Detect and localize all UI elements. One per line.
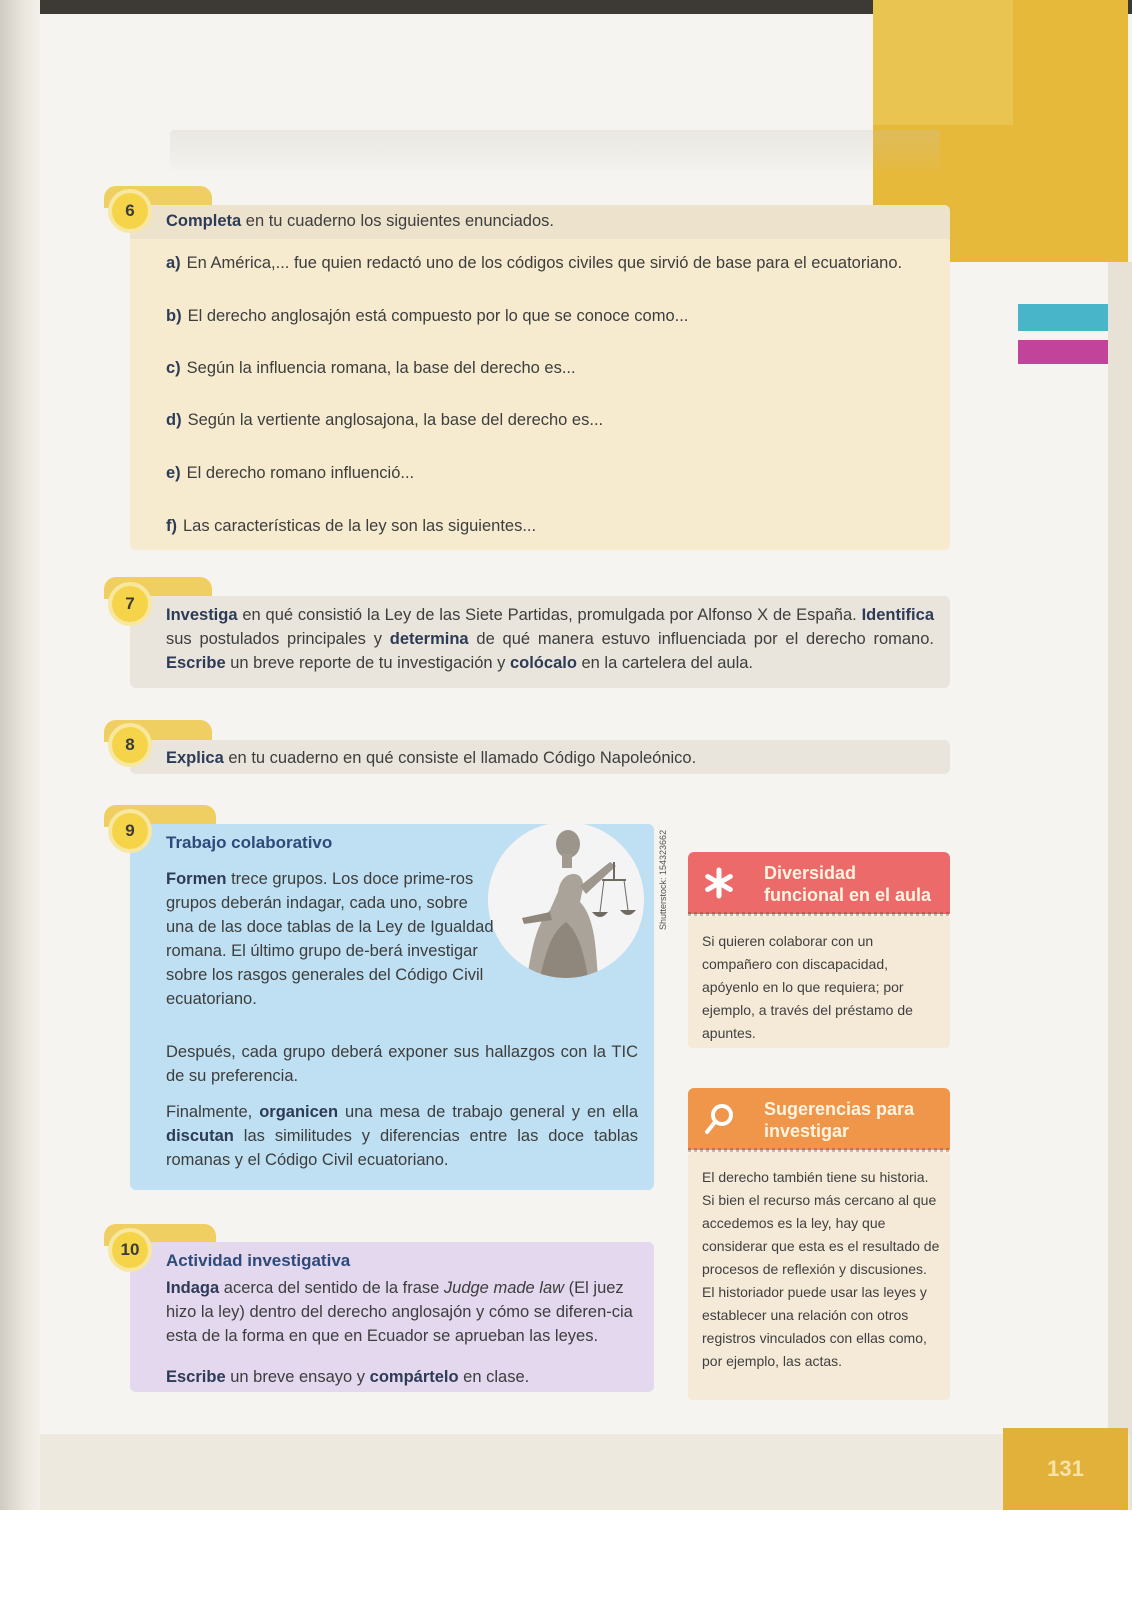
activity-9-number-badge: 9 [112,813,148,849]
activity-6-item-c: c) Según la influencia romana, la base del derecho es... [166,359,576,377]
activity-6-item-d: d) Según la vertiente anglosajona, la base del derecho es... [166,411,604,429]
page-right-edge [1108,262,1132,1510]
diversidad-title-line-2: funcional en el aula [764,885,932,905]
diversidad-header [688,852,950,914]
sugerencias-header [688,1088,950,1150]
diversidad-title-line-1: Diversidad [764,863,857,883]
activity-10-number-badge: 10 [112,1232,148,1268]
activity-10-paragraph-2: Escribe un breve ensayo y compártelo en clase. [166,1368,530,1386]
photo-credit: Shutterstock: 154323662 [658,829,668,930]
activity-9-paragraph-2: Después, cada grupo deberá exponer sus hallazgos con la TIC de su preferencia. [166,1043,638,1085]
page-number: 131 [1003,1428,1128,1510]
sugerencias-title-line-1: Sugerencias para [764,1099,915,1119]
activity-6-item-f: f) Las características de la ley son las siguientes... [166,517,537,535]
justice-statue-image [488,822,644,978]
diversidad-text: Si quieren colaborar con un compañero con discapacidad, apóyenlo en lo que requiera; por ejemplo, a través del préstamo de apuntes. [702,933,913,1041]
activity-6-instruction: Completa en tu cuaderno los siguientes enunciados. [166,212,554,230]
activity-7-text: Investiga en qué consistió la Ley de las Siete Partidas, promulgada por Alfonso X de España. Identifica sus postulados principales y determina de qué manera estuvo influenciada por el derecho romano. Escribe un breve reporte de tu investigación y colócalo en la cartelera del aula. [166,606,934,672]
activity-6-number-badge: 6 [112,193,148,229]
sugerencias-text: El derecho también tiene su historia. Si bien el recurso más cercano al que accedemos es la ley, hay que considerar que esta es el resultado de procesos de reflexión y discusiones. El historiador puede usar las leyes y establecer una relación con otros registros vinculados con ellas como, por ejemplo, las actas. [702,1169,940,1369]
faded-show-through-heading [170,130,940,170]
book-spine-shadow [0,0,40,1510]
activity-6-item-a: a) En América,... fue quien redactó uno de los códigos civiles que sirvió de base para el ecuatoriano. [166,254,903,272]
activity-9-paragraph-3: Finalmente, organicen una mesa de trabajo general y en ella discutan las similitudes y diferencias entre las doce tablas romanas y el Código Civil ecuatoriano. [166,1103,638,1169]
asterisk-icon [700,864,738,902]
activity-6-item-e: e) El derecho romano influenció... [166,464,415,482]
activity-9-title: Trabajo colaborativo [166,833,333,852]
activity-8-number-badge: 8 [112,727,148,763]
activity-6-item-b: b) El derecho anglosajón está compuesto por lo que se conoce como... [166,307,689,325]
activity-9-paragraph-1: Formen trece grupos. Los doce prime-ros grupos deberán indagar, cada uno, sobre una de las doce tablas de la Ley de Igualdad romana. El último grupo de-berá investigar sobre los rasgos generales del Código Civil ecuatoriano. [166,870,494,1008]
activity-7-number-badge: 7 [112,586,148,622]
sugerencias-title-line-2: investigar [764,1121,850,1141]
activity-10-paragraph-1: Indaga acerca del sentido de la frase Judge made law (El juez hizo la ley) dentro del derecho anglosajón y cómo se diferen-cia esta de la forma en que en Ecuador se aprueban las leyes. [166,1279,633,1345]
page-footer-band [40,1434,1130,1510]
magnifier-icon [700,1100,738,1138]
activity-10-title: Actividad investigativa [166,1251,351,1270]
activity-8-text: Explica en tu cuaderno en qué consiste el llamado Código Napoleónico. [166,749,697,767]
decorative-yellow-band-light [873,0,1013,125]
